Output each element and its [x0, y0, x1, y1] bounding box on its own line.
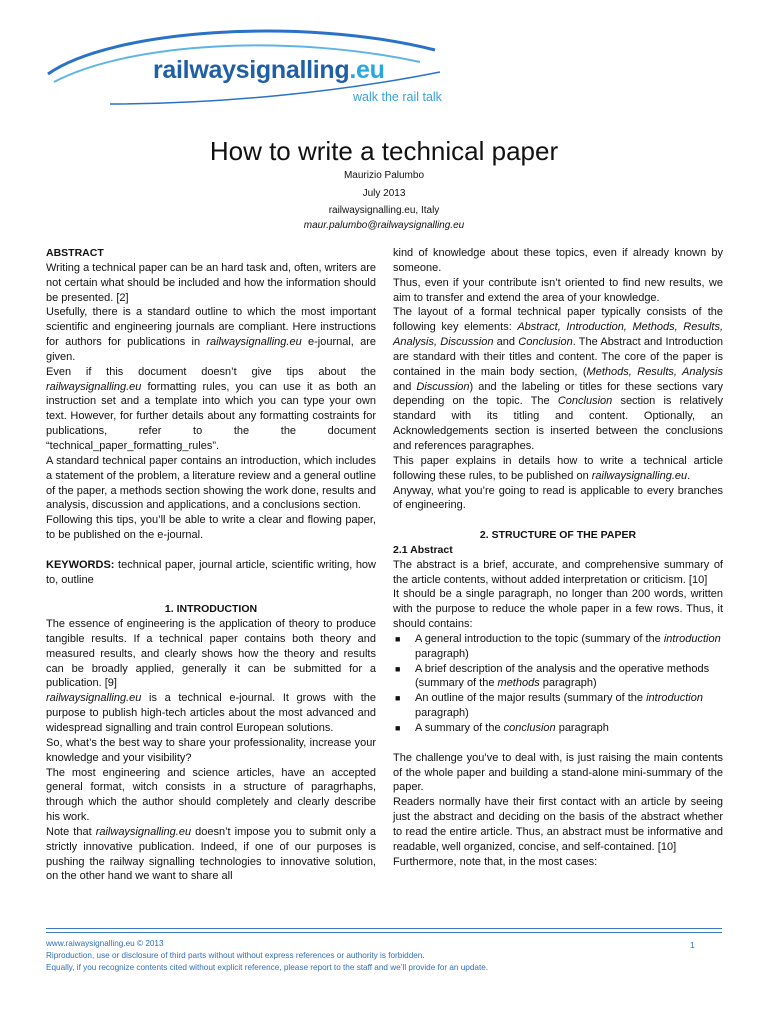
body-paragraph: The layout of a formal technical paper typically consists of the following key elements: Abstract, Introduction, Methods, Results, Analysis, Discussion and Conclusion. The Abstract and Introduction are standard with their titles and content. The core of the paper is contained in the main body section, (Methods, Results, Analysis and Discussion) and the labeling or titles for these sections vary depending on the topic. The Conclusion section is relatively standard with its titling and content. Optionally, an Acknowledgements section is inserted between the conclusions and references paragraphes.: [393, 306, 723, 452]
page-number: 1: [690, 940, 695, 950]
footer-divider: [46, 928, 722, 929]
logo-tagline: walk the rail talk: [353, 90, 442, 104]
square-bullet-icon: ■: [395, 633, 401, 644]
footer-divider: [46, 932, 722, 933]
square-bullet-icon: ■: [395, 723, 401, 733]
abstract-heading: ABSTRACT: [46, 247, 104, 259]
affiliation: railwaysignalling.eu, Italy: [328, 205, 440, 216]
intro-paragraph: The most engineering and science articles, have an accepted general format, witch consists in a structure of paragrhaphs, through which the author should completely and clearly describe his work.: [46, 766, 376, 824]
body-paragraph: Thus, even if your contribute isn’t oriented to find new results, we aim to transfer and extend the area of your knowledge.: [393, 276, 723, 304]
body-paragraph: Anyway, what you’re going to read is applicable to every branches of engineering.: [393, 484, 723, 512]
intro-paragraph: The essence of engineering is the application of theory to produce tangible results. If a technical paper contains both theory and measured results, and clearly shows how the theory and results can be broadly applied, generally it can be submitted for a publication. [9]: [46, 618, 376, 690]
introduction-heading: 1. INTRODUCTION: [164, 603, 258, 616]
structure-heading: 2. STRUCTURE OF THE PAPER: [479, 529, 637, 542]
abstract-subheading: 2.1 Abstract: [393, 543, 453, 556]
abstract-paragraph: Following this tips, you’ll be able to write a clear and flowing paper, to be published on the e-journal.: [46, 514, 376, 542]
keywords: KEYWORDS: technical paper, journal article, scientific writing, how to, outline: [46, 558, 376, 586]
intro-paragraph: Note that railwaysignalling.eu doesn’t impose you to submit only a strictly innovative publication. Indeed, if one of our purposes is pushing the railway signalling technologies to innovative solution, on the other hand we want to share all: [46, 825, 376, 883]
list-item: ■ A general introduction to the topic (summary of the introduction paragraph): [395, 632, 721, 660]
body-paragraph: Furthermore, note that, in the most cases:: [393, 855, 598, 868]
body-paragraph: It should be a single paragraph, no longer than 200 words, written with the purpose to reduce the whole paper in a few rows. Thus, it should contains:: [393, 588, 723, 631]
logo-name: railwaysignalling.eu: [153, 56, 385, 84]
left-column: [46, 246, 376, 884]
body-paragraph: This paper explains in details how to write a technical article following these rules, to be published on railwaysignalling.eu.: [393, 454, 723, 482]
list-item: ■ An outline of the major results (summary of the introduction paragraph): [395, 692, 703, 720]
body-paragraph: kind of knowledge about these topics, even if already known by someone.: [393, 247, 723, 274]
intro-paragraph: railwaysignalling.eu is a technical e-journal. It grows with the purpose to publish high-tech articles about the most advanced and widespread signalling and train control European solutions.: [46, 692, 376, 734]
site-logo: [40, 12, 460, 112]
body-paragraph: Readers normally have their first contact with an article by seeing just the abstract and deciding on the basis of the abstract whether to read the entire article. Thus, an abstract must be informative and readable, well organized, concise, and self-contained. [10]: [393, 796, 723, 853]
body-paragraph: The abstract is a brief, accurate, and comprehensive summary of the article contents, without added interpretation or criticism. [10]: [393, 558, 723, 586]
logo-tld: .eu: [349, 56, 385, 84]
list-item: ■ A brief description of the analysis and the operative methods (summary of the methods paragraph): [395, 662, 710, 690]
abstract-paragraph: Writing a technical paper can be an hard task and, often, writers are not certain what should be included and how the information should be presented. [2]: [46, 261, 376, 304]
date: July 2013: [362, 188, 406, 199]
right-column: [393, 246, 723, 869]
square-bullet-icon: ■: [395, 693, 401, 704]
contents-list: [393, 632, 723, 736]
body-paragraph: The challenge you’ve to deal with, is just raising the main contents of the whole paper and building a stand-alone mini-summary of the paper.: [393, 751, 723, 794]
footer-site-link[interactable]: www.raiwaysignalling.eu © 2013: [46, 939, 164, 948]
footer-copyright: Riproduction, use or disclosure of third parts without without express references or authority is forbidden.: [46, 951, 425, 960]
footer-notice: Equally, if you recognize contents cited without explicit reference, please report to the staff and we’ll provide for an update.: [46, 963, 489, 972]
abstract-paragraph: Usefully, there is a standard outline to which the most important scientific and engineering journals are compliant. Here instructions for authors for publications in railwaysignalling.eu e-journal, are given.: [46, 306, 376, 363]
paper-title: How to write a technical paper: [209, 136, 559, 166]
author: Maurizio Palumbo: [343, 170, 425, 181]
abstract-paragraph: A standard technical paper contains an introduction, which includes a statement of the problem, a literature review and a general outline of the paper, a methods section showing the work done, results and analysis, discussion and applications, and a conclusions section.: [46, 454, 376, 512]
abstract-paragraph: Even if this document doesn’t give tips about the railwaysignalling.eu formatting rules, you can use it as both an instruction set and a template into which you can type your own text. However, for further details about any formatting costraints for publications, refer to the the document “technical_paper_formatting_rules”.: [46, 365, 376, 452]
list-item: ■ A summary of the conclusion paragraph: [395, 722, 609, 734]
intro-paragraph: So, what’s the best way to share your professionality, increase your knowledge and your visibility?: [46, 736, 376, 764]
email-link[interactable]: maur.palumbo@railwaysignalling.eu: [303, 220, 465, 231]
square-bullet-icon: ■: [395, 663, 401, 674]
